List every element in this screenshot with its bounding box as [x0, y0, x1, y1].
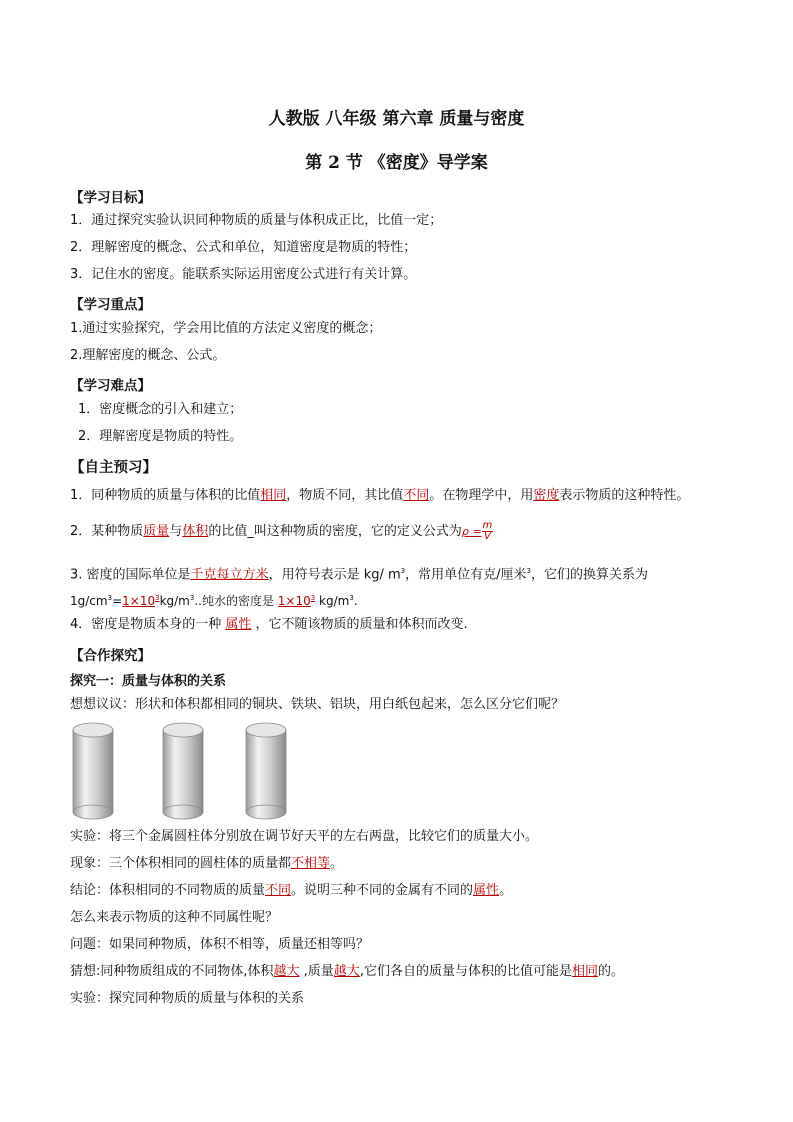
- answer-blank: 相同: [571, 964, 598, 979]
- metal-cylinder-image: [162, 722, 204, 820]
- answer-blank: 1×10: [277, 594, 311, 608]
- answer-blank: 越大: [333, 964, 360, 979]
- goal-item: 2．理解密度的概念、公式和单位，知道密度是物质的特性；: [70, 240, 417, 255]
- focus-heading: 【学习重点】: [70, 297, 151, 313]
- how-text: 怎么来表示物质的这种不同属性呢？: [70, 910, 279, 925]
- experiment2-text: 实验：探究同种物质的质量与体积的关系: [70, 991, 305, 1006]
- difficulty-item: 2．理解密度是物质的特性。: [78, 429, 243, 444]
- guess-text: 猜想:同种物质组成的不同物体,体积越大 ,质量越大,它们各自的质量与体积的比值可能是相同的。: [70, 964, 624, 979]
- density-formula-fraction: $\frac{m}{V}$: [482, 520, 493, 542]
- answer-blank: 千克每立方米: [190, 567, 269, 583]
- density-formula-rho: ρ =: [461, 525, 482, 538]
- coop-heading: 【合作探究】: [70, 648, 151, 664]
- answer-blank: 相同: [260, 488, 287, 503]
- answer-blank: 不同: [265, 883, 292, 898]
- answer-blank: 属性: [225, 617, 252, 632]
- goal-item: 1．通过探究实验认识同种物质的质量与体积成正比，比值一定；: [70, 213, 443, 228]
- metal-cylinder-image: [72, 722, 114, 820]
- experiment-text: 实验：将三个金属圆柱体分别放在调节好天平的左右两盘，比较它们的质量大小。: [70, 829, 539, 844]
- preview-question-4: 4．密度是物质本身的一种 属性 ，它不随该物质的质量和体积而改变.: [70, 617, 468, 632]
- difficulty-heading: 【学习难点】: [70, 378, 151, 394]
- focus-item: 1.通过实验探究，学会用比值的方法定义密度的概念；: [70, 321, 382, 336]
- phenomenon-text: 现象：三个体积相同的圆柱体的质量都不相等。: [70, 856, 344, 871]
- preview-question-3-line-1: 3. 密度的国际单位是千克每立方米，用符号表示是 kg/ $m^3$，常用单位有克/厘米$^3$，它们的换算关系为: [70, 567, 648, 583]
- answer-blank: 属性: [473, 883, 500, 898]
- preview-question-2: 2．某种物质质量与体积的比值_叫这种物质的密度，它的定义公式为ρ = $\frac{m}{V}$: [70, 520, 493, 542]
- preview-question-3-line-2: $1g/cm^3=1\times 10^3kg/m^3$..纯水的密度是 $1\times 10^3$ $kg/m^3$.: [70, 594, 358, 608]
- answer-blank: 1×10: [122, 594, 156, 608]
- think-discuss: 想想议议：形状和体积都相同的铜块、铁块、铝块，用白纸包起来，怎么区分它们呢？: [70, 697, 565, 712]
- preview-question-1: 1．同种物质的质量与体积的比值相同，物质不同，其比值不同。在物理学中，用密度表示物质的这种特性。: [70, 488, 690, 503]
- coop-subheading: 探究一：质量与体积的关系: [70, 674, 227, 689]
- answer-blank: 质量: [143, 524, 170, 539]
- metal-cylinder-image: [245, 722, 287, 820]
- document-title: 人教版 八年级 第六章 质量与密度: [268, 109, 525, 129]
- answer-blank: 不同: [403, 488, 430, 503]
- answer-blank: 越大: [273, 964, 300, 979]
- conclusion-text: 结论：体积相同的不同物质的质量不同。说明三种不同的金属有不同的属性。: [70, 883, 513, 898]
- preview-heading: 【自主预习】: [70, 460, 157, 476]
- focus-item: 2.理解密度的概念、公式。: [70, 348, 226, 363]
- document-subtitle: 第 2 节 《密度》导学案: [305, 153, 488, 173]
- question-text: 问题：如果同种物质，体积不相等，质量还相等吗？: [70, 937, 370, 952]
- goals-heading: 【学习目标】: [70, 190, 151, 206]
- answer-blank: 体积: [182, 524, 209, 539]
- answer-blank: 不相等: [291, 856, 331, 871]
- difficulty-item: 1．密度概念的引入和建立；: [78, 402, 243, 417]
- answer-blank: 密度: [533, 488, 560, 503]
- goal-item: 3．记住水的密度。能联系实际运用密度公式进行有关计算。: [70, 267, 417, 282]
